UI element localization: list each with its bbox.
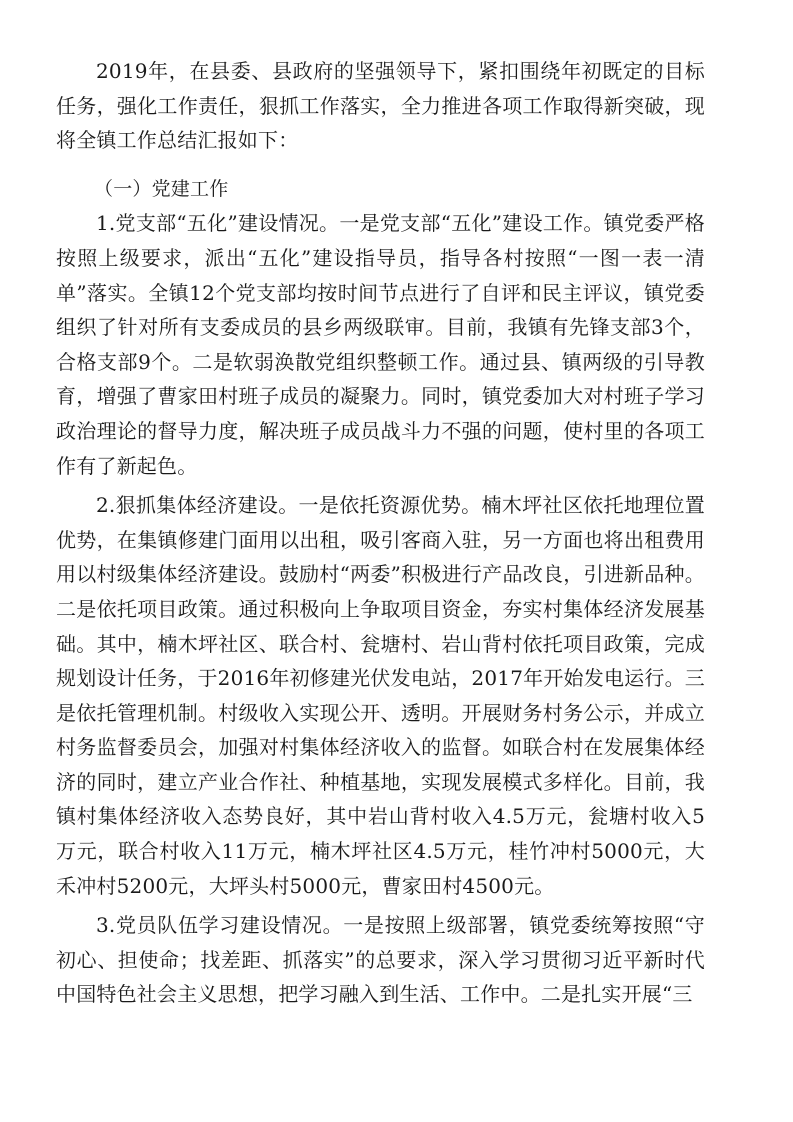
intro-paragraph: 2019年，在县委、县政府的坚强领导下，紧扣围绕年初既定的目标任务，强化工作责任，狠抓工作落实，全力推进各项工作取得新突破，现将全镇工作总结汇报如下： (56, 59, 705, 153)
paragraph-collective-economy: 2.狠抓集体经济建设。一是依托资源优势。楠木坪社区依托地理位置优势，在集镇修建门面用以出租，吸引客商入驻，另一方面也将出租费用用以村级集体经济建设。鼓励村“两委”积极进行产品改良，引进新品种。二是依托项目政策。通过积极向上争取项目资金，夯实村集体经济发展基础。其中，楠木坪社区、联合村、瓮塘村、岩山背村依托项目政策，完成规划设计任务，于2016年初修建光伏发电站，2017年开始发电运行。三是依托管理机制。村级收入实现公开、透明。开展财务村务公示，并成立村务监督委员会，加强对村集体经济收入的监督。如联合村在发展集体经济的同时，建立产业合作社、种植基地，实现发展模式多样化。目前，我镇村集体经济收入态势良好，其中岩山背村收入4.5万元，瓮塘村收入5万元，联合村收入11万元，楠木坪社区4.5万元，桂竹冲村5000元，大禾冲村5200元，大坪头村5000元，曹家田村4500元。 (56, 493, 705, 898)
section-heading: （一）党建工作 (94, 177, 229, 200)
paragraph-party-branch: 1.党支部“五化”建设情况。一是党支部“五化”建设工作。镇党委严格按照上级要求，派出“五化”建设指导员，指导各村按照“一图一表一清单”落实。全镇12个党支部均按时间节点进行了自评和民主评议，镇党委组织了针对所有支委成员的县乡两级联审。目前，我镇有先锋支部3个，合格支部9个。二是软弱涣散党组织整顿工作。通过县、镇两级的引导教育，增强了曹家田村班子成员的凝聚力。同时，镇党委加大对村班子学习政治理论的督导力度，解决班子成员战斗力不强的问题，使村里的各项工作有了新起色。 (56, 211, 705, 478)
paragraph-party-study: 3.党员队伍学习建设情况。一是按照上级部署，镇党委统筹按照“守初心、担使命；找差距、抓落实”的总要求，深入学习贯彻习近平新时代中国特色社会主义思想，把学习融入到生活、工作中。二是扎实开展“三 (56, 913, 705, 1007)
